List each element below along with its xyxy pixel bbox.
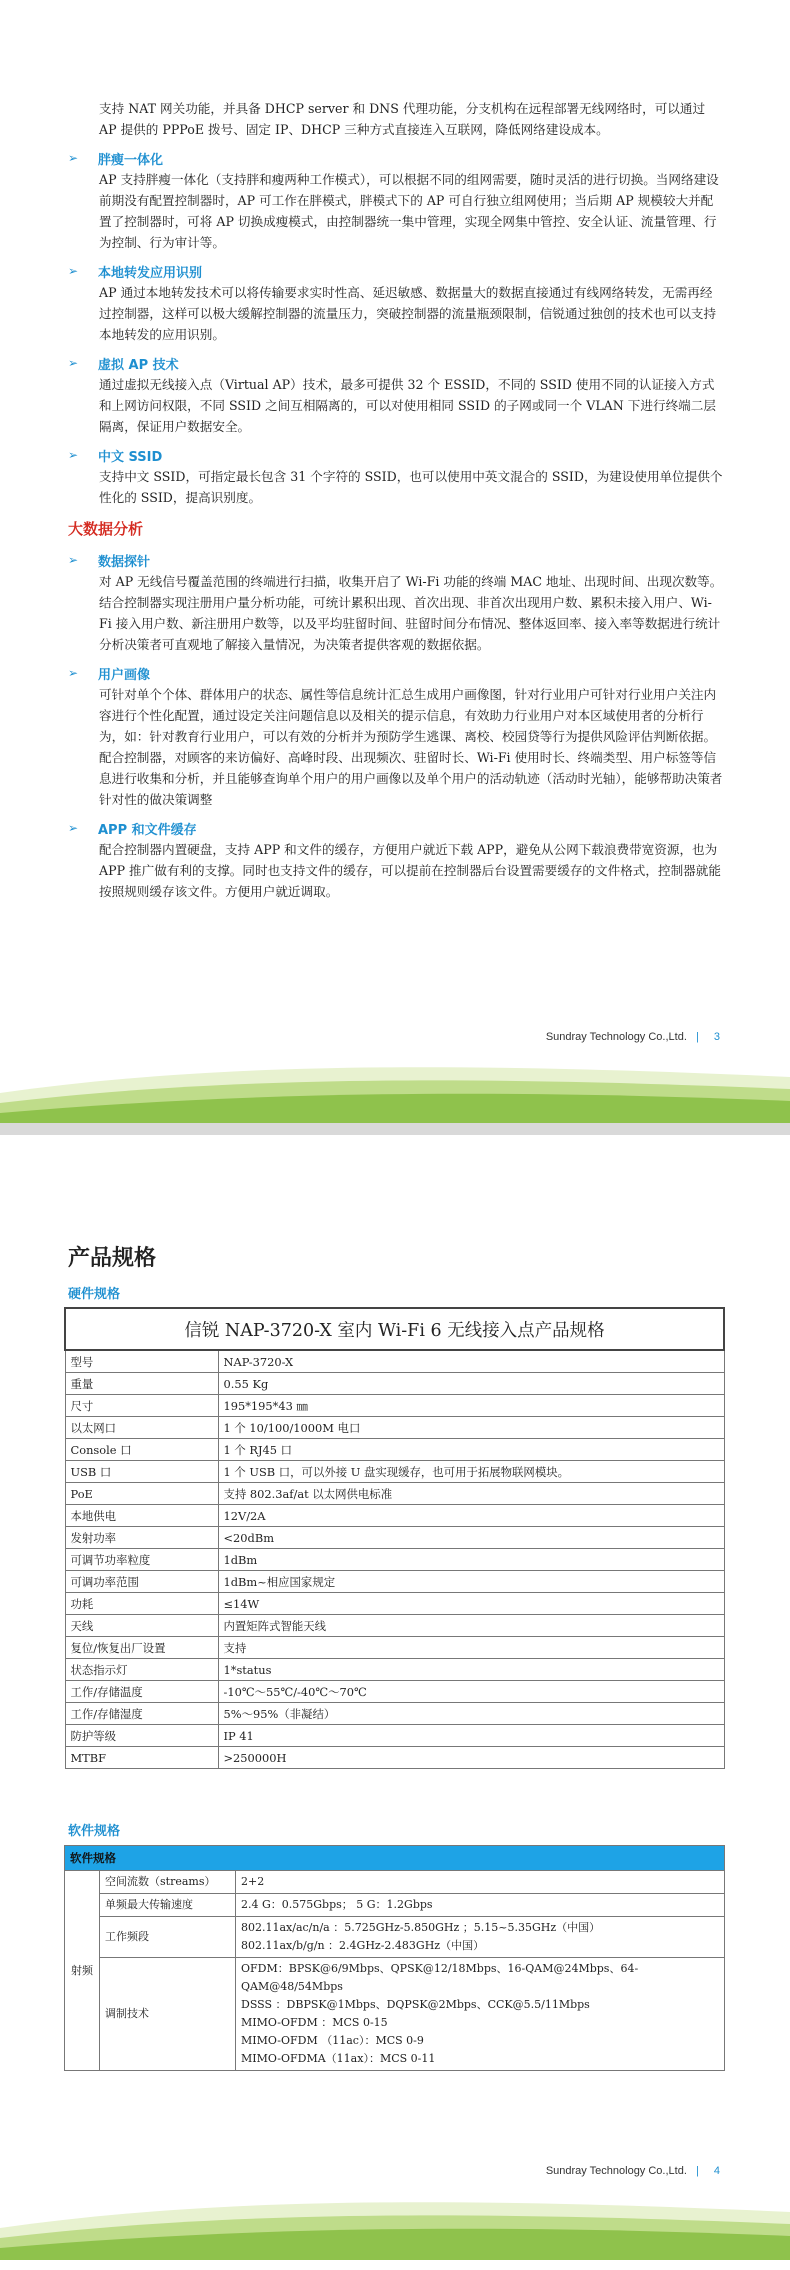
- spec-key: 发射功率: [65, 1527, 218, 1549]
- spec-value: 内置矩阵式智能天线: [218, 1615, 724, 1637]
- page3-footer: [546, 1031, 720, 1043]
- spec-value: [236, 1871, 725, 1894]
- table-row: [65, 1958, 725, 2071]
- hardware-spec-heading: 硬件规格: [68, 1287, 121, 1302]
- table-row: [65, 1725, 724, 1747]
- feature-title: 本地转发应用识别: [98, 265, 203, 281]
- footer-wave-decoration: [0, 1055, 790, 1125]
- spec-key: 尺寸: [65, 1395, 218, 1417]
- spec-key: MTBF: [65, 1747, 218, 1769]
- table-row: [65, 1747, 724, 1769]
- table-row: [65, 1681, 724, 1703]
- footer-separator: |: [695, 2165, 699, 2177]
- feature-title: 中文 SSID: [98, 449, 163, 465]
- spec-value-line: 802.11ax/ac/n/a ：5.725GHz-5.850GHz ；5.15~5.35GHz（中国）: [241, 1921, 601, 1934]
- hardware-table-caption: 信锐 NAP-3720-X 室内 Wi-Fi 6 无线接入点产品规格: [65, 1308, 724, 1350]
- spec-value-line: 802.11ax/b/g/n ：2.4GHz-2.483GHz（中国）: [241, 1939, 485, 1952]
- footer-page-number: 3: [713, 1031, 720, 1043]
- feature-description: 配合控制器内置硬盘，支持 APP 和文件的缓存，方便用户就近下载 APP，避免从公网下载浪费带宽资源，也为 APP 推广做有利的支撑。同时也支持文件的缓存，可以提前在控制器后台设置需要缓存的文件格式，控制器就能按照规则缓存该文件。方便用户就近调取。: [99, 842, 721, 899]
- spec-key: 可调功率范围: [65, 1571, 218, 1593]
- spec-value: -10℃～55℃/-40℃～70℃: [218, 1681, 724, 1703]
- page3-content: [68, 98, 723, 902]
- spec-value: 1 个 10/100/1000M 电口: [218, 1417, 724, 1439]
- page4-footer: [546, 2165, 720, 2177]
- spec-group: 射频: [65, 1871, 100, 2071]
- table-row: [65, 1483, 724, 1505]
- section-heading-bigdata: 大数据分析: [68, 520, 144, 538]
- arrow-bullet-icon: ➢: [68, 356, 79, 370]
- table-row: [65, 1461, 724, 1483]
- spec-key: USB 口: [65, 1461, 218, 1483]
- feature-title: 数据探针: [98, 554, 151, 570]
- software-table-caption-row: [65, 1846, 725, 1871]
- spec-key: Console 口: [65, 1439, 218, 1461]
- spec-value: 195*195*43 ㎜: [218, 1395, 724, 1417]
- spec-value: >250000H: [218, 1747, 724, 1769]
- table-row: [65, 1527, 724, 1549]
- spec-value: 1*status: [218, 1659, 724, 1681]
- arrow-bullet-icon: ➢: [68, 448, 79, 462]
- feature-heading: [68, 817, 723, 839]
- spec-value: [236, 1917, 725, 1958]
- footer-page-number: 4: [713, 2165, 720, 2177]
- table-row: [65, 1871, 725, 1894]
- spec-value: 支持: [218, 1637, 724, 1659]
- spec-value: IP 41: [218, 1725, 724, 1747]
- feature-description: 支持中文 SSID，可指定最长包含 31 个字符的 SSID，也可以使用中英文混合的 SSID，为建设使用单位提供个性化的 SSID，提高识别度。: [99, 469, 723, 505]
- arrow-bullet-icon: ➢: [68, 264, 79, 278]
- feature-description: 通过虚拟无线接入点（Virtual AP）技术，最多可提供 32 个 ESSID，不同的 SSID 使用不同的认证接入方式和上网访问权限，不同 SSID 之间互相隔离的，可以对使用相同 SSID 的子网或同一个 VLAN 下进行终端二层隔离，保证用户数据安全。: [99, 377, 716, 434]
- spec-value-line: 2+2: [241, 1875, 265, 1888]
- feature-title: 胖瘦一体化: [98, 152, 164, 168]
- arrow-bullet-icon: ➢: [68, 821, 79, 835]
- spec-value: 1 个 RJ45 口: [218, 1439, 724, 1461]
- table-row: [65, 1917, 725, 1958]
- spec-value-line: MIMO-OFDM （11ac）：MCS 0-9: [241, 2034, 424, 2047]
- spec-key: 本地供电: [65, 1505, 218, 1527]
- table-row: [65, 1571, 724, 1593]
- spec-value: NAP-3720-X: [218, 1350, 724, 1373]
- table-row: [65, 1505, 724, 1527]
- software-table-caption: 软件规格: [65, 1846, 725, 1871]
- spec-key: 功耗: [65, 1593, 218, 1615]
- spec-key: 调制技术: [100, 1958, 236, 2071]
- table-row: [65, 1417, 724, 1439]
- table-row: [65, 1549, 724, 1571]
- spec-key: 状态指示灯: [65, 1659, 218, 1681]
- feature-description: 对 AP 无线信号覆盖范围的终端进行扫描，收集开启了 Wi-Fi 功能的终端 MAC 地址、出现时间、出现次数等。结合控制器实现注册用户量分析功能，可统计累积出现、首次出现、非首次出现用户数、累积未接入用户、Wi-Fi 接入用户数、新注册用户数等，以及平均驻留时间、驻留时间分布情况、整体返回率、接入率等数据进行统计分析决策者可直观地了解接入量情况，为决策者提供客观的数据依据。: [99, 574, 723, 652]
- spec-value-line: DSSS ：DBPSK@1Mbps、DQPSK@2Mbps、CCK@5.5/11Mbps: [241, 1998, 590, 2011]
- spec-value: 12V/2A: [218, 1505, 724, 1527]
- spec-key: 复位/恢复出厂设置: [65, 1637, 218, 1659]
- spec-key: 天线: [65, 1615, 218, 1637]
- feature-title: APP 和文件缓存: [98, 822, 197, 838]
- footer-wave-decoration: [0, 2190, 790, 2260]
- spec-key: 工作/存储温度: [65, 1681, 218, 1703]
- footer-company: Sundray Technology Co.,Ltd.: [545, 2165, 687, 2177]
- intro-paragraph: 支持 NAT 网关功能，并具备 DHCP server 和 DNS 代理功能，分支机构在远程部署无线网络时，可以通过 AP 提供的 PPPoE 拨号、固定 IP、DHCP 三种方式直接连入互联网，降低网络建设成本。: [99, 101, 706, 137]
- spec-value: 1 个 USB 口，可以外接 U 盘实现缓存，也可用于拓展物联网模块。: [218, 1461, 724, 1483]
- feature-list-1: [68, 147, 723, 508]
- arrow-bullet-icon: ➢: [68, 151, 79, 165]
- footer-company: Sundray Technology Co.,Ltd.: [545, 1031, 687, 1043]
- spec-value: ≤14W: [218, 1593, 724, 1615]
- spec-value: [236, 1894, 725, 1917]
- spec-key: 工作频段: [100, 1917, 236, 1958]
- table-row: [65, 1593, 724, 1615]
- software-spec-heading: 软件规格: [68, 1824, 121, 1839]
- table-row: [65, 1615, 724, 1637]
- spec-value: 1dBm: [218, 1549, 724, 1571]
- feature-description: AP 支持胖瘦一体化（支持胖和瘦两种工作模式），可以根据不同的组网需要，随时灵活的进行切换。当网络建设前期没有配置控制器时，AP 可工作在胖模式，胖模式下的 AP 可自行独立组网使用；当后期 AP 规模较大并配置了控制器时，可将 AP 切换成瘦模式，由控制器统一集中管理，实现全网集中管控、安全认证、流量管理、行为控制、行为审计等。: [99, 172, 719, 250]
- feature-heading: [68, 444, 723, 466]
- arrow-bullet-icon: ➢: [68, 553, 79, 567]
- table-row: [65, 1373, 724, 1395]
- spec-key: 工作/存储湿度: [65, 1703, 218, 1725]
- spec-key: 以太网口: [65, 1417, 218, 1439]
- spec-value: 支持 802.3af/at 以太网供电标准: [218, 1483, 724, 1505]
- spec-value-line: 2.4 G：0.575Gbps； 5 G：1.2Gbps: [241, 1898, 433, 1911]
- spec-value: 5%～95%（非凝结）: [218, 1703, 724, 1725]
- table-row: [65, 1894, 725, 1917]
- feature-heading: [68, 549, 723, 571]
- spec-key: 防护等级: [65, 1725, 218, 1747]
- spec-value: 1dBm~相应国家规定: [218, 1571, 724, 1593]
- spec-value: [236, 1958, 725, 2071]
- feature-heading: [68, 662, 723, 684]
- page-title: 产品规格: [68, 1246, 157, 1271]
- spec-value: <20dBm: [218, 1527, 724, 1549]
- feature-list-2: [68, 549, 723, 902]
- feature-heading: [68, 260, 723, 282]
- feature-title: 虚拟 AP 技术: [98, 357, 179, 373]
- table-row: [65, 1350, 724, 1373]
- spec-key: 重量: [65, 1373, 218, 1395]
- table-row: [65, 1439, 724, 1461]
- feature-description: 可针对单个个体、群体用户的状态、属性等信息统计汇总生成用户画像图，针对行业用户可针对行业用户关注内容进行个性化配置，通过设定关注问题信息以及相关的提示信息，有效助力行业用户对本区域使用者的分析行为，如：针对教育行业用户，可以有效的分析并为预防学生逃课、离校、校园贷等行为提供风险评估判断依据。配合控制器，对顾客的来访偏好、高峰时段、出现频次、驻留时长、Wi-Fi 使用时长、终端类型、用户标签等信息进行收集和分析，并且能够查询单个用户的用户画像以及单个用户的活动轨迹（活动时光轴），能够帮助决策者针对性的做决策调整: [99, 687, 723, 807]
- spec-value: 0.55 Kg: [218, 1373, 724, 1395]
- arrow-bullet-icon: ➢: [68, 666, 79, 680]
- spec-key: PoE: [65, 1483, 218, 1505]
- hardware-spec-table: [64, 1307, 725, 1769]
- spec-key: 型号: [65, 1350, 218, 1373]
- feature-heading: [68, 352, 723, 374]
- software-spec-table: [64, 1845, 725, 2071]
- spec-key: 空间流数（streams）: [100, 1871, 236, 1894]
- spec-value-line: MIMO-OFDMA（11ax）：MCS 0-11: [241, 2052, 436, 2065]
- table-row: [65, 1395, 724, 1417]
- spec-key: 单频最大传输速度: [100, 1894, 236, 1917]
- document-page-4: [0, 1135, 790, 2270]
- table-row: [65, 1637, 724, 1659]
- spec-value-line: MIMO-OFDM ：MCS 0-15: [241, 2016, 388, 2029]
- feature-heading: [68, 147, 723, 169]
- spec-key: 可调节功率粒度: [65, 1549, 218, 1571]
- hardware-table-caption-row: [65, 1308, 724, 1350]
- feature-title: 用户画像: [98, 667, 151, 683]
- spec-value-line: OFDM：BPSK@6/9Mbps、QPSK@12/18Mbps、16-QAM@24Mbps、64-QAM@48/54Mbps: [241, 1962, 639, 1993]
- table-row: [65, 1703, 724, 1725]
- feature-description: AP 通过本地转发技术可以将传输要求实时性高、延迟敏感、数据量大的数据直接通过有线网络转发，无需再经过控制器，这样可以极大缓解控制器的流量压力，突破控制器的流量瓶颈限制，信锐通过独创的技术也可以支持本地转发的应用识别。: [99, 285, 717, 342]
- table-row: [65, 1659, 724, 1681]
- footer-separator: |: [695, 1031, 699, 1043]
